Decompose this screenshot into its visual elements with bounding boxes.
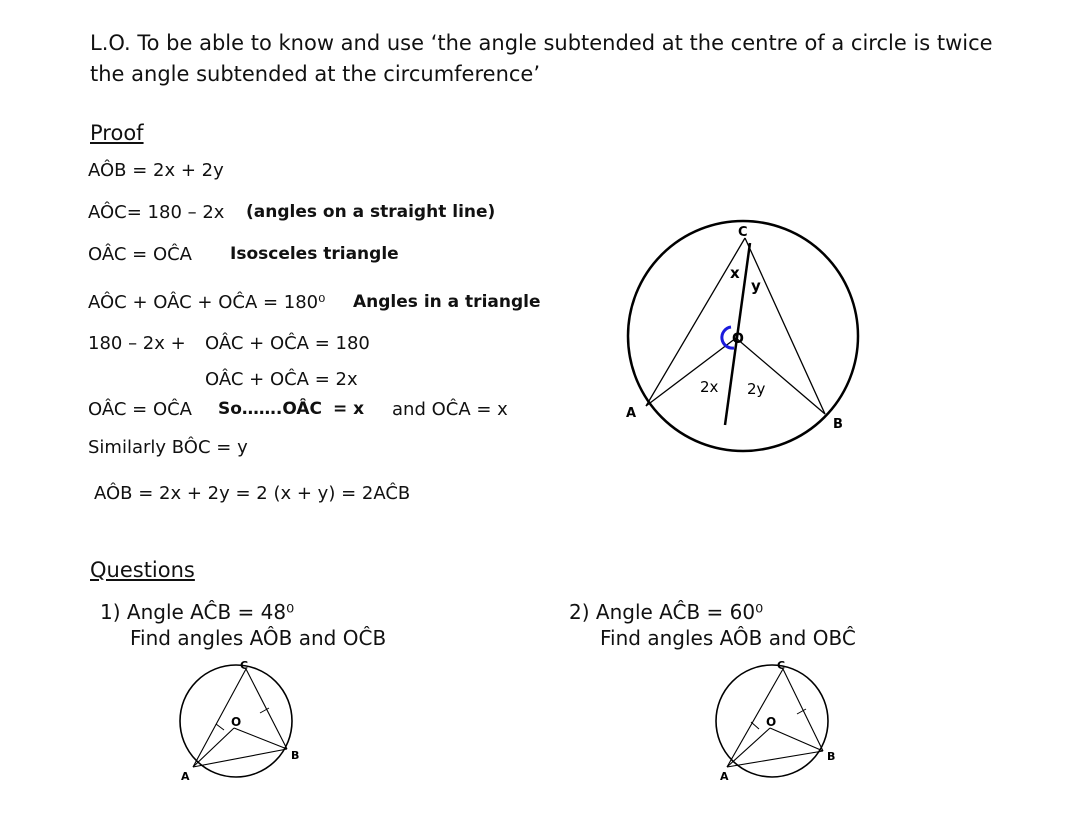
- q1-radius-ob: [234, 728, 287, 749]
- q2-label-c: C: [777, 659, 786, 672]
- question-2-line-2: Find angles AÔB and OBĈ: [600, 626, 856, 650]
- proof-line-4-reason: Angles in a triangle: [353, 292, 541, 312]
- question-1-line-2: Find angles AÔB and OĈB: [130, 626, 387, 650]
- q1-label-b: B: [291, 749, 300, 762]
- proof-line-3-reason: Isosceles triangle: [230, 244, 399, 264]
- learning-objective: [90, 28, 1010, 90]
- q1-label-o: O: [231, 715, 242, 729]
- label-a: A: [626, 406, 637, 421]
- q1-label-a: A: [181, 770, 190, 783]
- label-y: y: [751, 277, 761, 295]
- q2-label-a: A: [720, 770, 729, 783]
- label-o: O: [732, 331, 744, 347]
- label-2x: 2x: [700, 378, 719, 396]
- label-x: x: [730, 264, 740, 282]
- q2-label-b: B: [827, 750, 836, 763]
- proof-line-4: AÔC + OÂC + OĈA = 180⁰: [88, 292, 326, 313]
- question-2-line-1: 2) Angle AĈB = 60⁰: [569, 600, 764, 624]
- proof-line-9: AÔB = 2x + 2y = 2 (x + y) = 2AĈB: [94, 483, 411, 504]
- proof-diagram: [600, 215, 890, 465]
- q2-chord-cb: [783, 669, 823, 751]
- label-2y: 2y: [747, 380, 766, 398]
- q1-radius-oa: [193, 728, 234, 767]
- proof-line-3: OÂC = OĈA: [88, 244, 192, 265]
- q2-label-o: O: [766, 715, 777, 729]
- q1-label-c: C: [240, 659, 249, 672]
- objective-line-2: the angle subtended at the circumference’: [90, 62, 541, 86]
- question-2: [569, 599, 856, 651]
- proof-line-8: Similarly BÔC = y: [88, 437, 248, 458]
- radius-oa: [646, 338, 736, 406]
- q1-tick-1: [216, 724, 224, 730]
- proof-line-6: OÂC + OĈA = 2x: [205, 369, 358, 390]
- question-1: [100, 599, 386, 651]
- proof-line-1: AÔB = 2x + 2y: [88, 160, 224, 181]
- proof-line-2: AÔC= 180 – 2x: [88, 202, 225, 223]
- question-1-diagram: [168, 656, 308, 792]
- radius-ob: [736, 338, 825, 414]
- proof-line-2-reason: (angles on a straight line): [246, 202, 496, 222]
- proof-line-7-a: OÂC = OĈA: [88, 399, 192, 420]
- proof-line-7-d: and OĈA = x: [392, 399, 508, 420]
- q2-tick-1: [751, 722, 759, 729]
- q1-chord-ab: [193, 749, 287, 767]
- question-2-diagram: [705, 656, 845, 792]
- q2-radius-ob: [770, 728, 823, 751]
- proof-line-7-b: So…….OÂC: [218, 399, 323, 419]
- proof-line-7-c: = x: [333, 399, 365, 419]
- proof-line-5-end: OÂC + OĈA = 180: [205, 333, 370, 354]
- label-c: C: [738, 225, 748, 240]
- questions-heading: Questions: [90, 558, 195, 582]
- proof-heading: Proof: [90, 121, 144, 145]
- objective-line-1: L.O. To be able to know and use ‘the angle subtended at the centre of a circle is twice: [90, 31, 993, 55]
- label-b: B: [833, 417, 843, 432]
- question-1-line-1: 1) Angle AĈB = 48⁰: [100, 600, 295, 624]
- proof-line-5-start: 180 – 2x +: [88, 333, 186, 354]
